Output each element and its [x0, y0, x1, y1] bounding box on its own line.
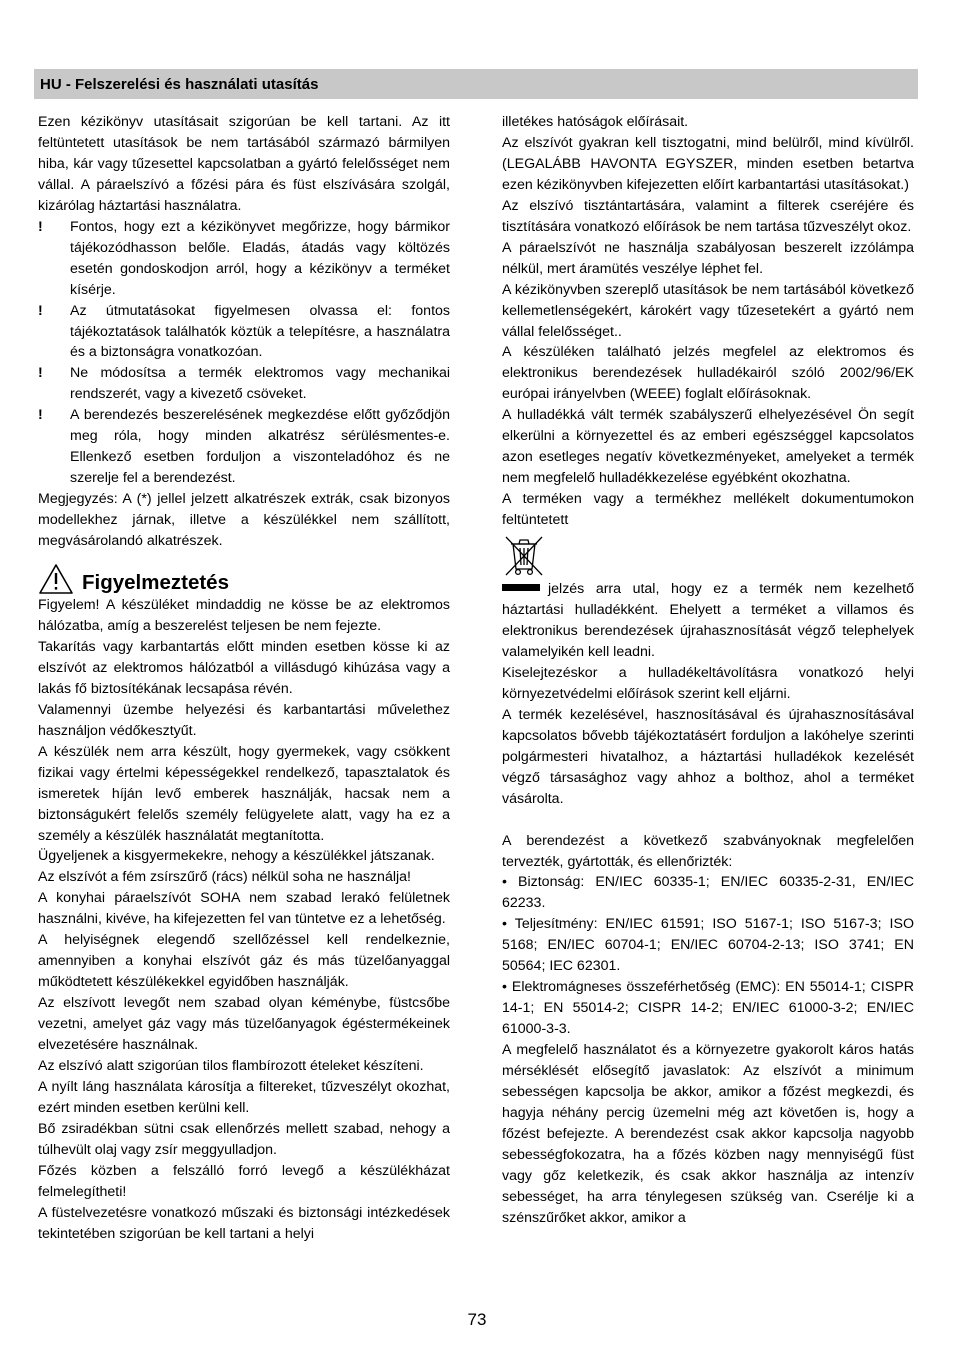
- warning-triangle-icon: [38, 563, 74, 595]
- paragraph: A berendezést a következő szabványoknak megfelelően tervezték, gyártották, és ellenőrizték:: [502, 832, 914, 870]
- warning-paragraph: Az elszívott levegőt nem szabad olyan kéménybe, füstcsőbe vezetni, amelyet gáz vagy más tüzelőanyagok égéstermékeinek elvezetésére használnak.: [38, 995, 450, 1054]
- bullet-text: Fontos, hogy ezt a kézikönyvet megőrizze, hogy bármikor tájékozódhasson belőle. Eladás, átadás vagy költözés esetén gondoskodjon arról, hogy a kézikönyv a terméket kísérje.: [70, 218, 450, 298]
- paragraph: illetékes hatóságok előírásait.: [502, 114, 689, 130]
- warning-paragraph: A készülék nem arra készült, hogy gyermekek, vagy csökkent fizikai vagy értelmi képességekkel rendelkező, tapasztalatok és ismeretek híján levő emberek használják, hacsak nem a biztonságukért felelős személy felügyelete alatt, vagy ha ez a személy a készülék használatát megtanította.: [38, 743, 450, 844]
- warning-paragraph: Az elszívó alatt szigorúan tilos flambírozott ételeket készíteni.: [38, 1057, 424, 1074]
- weee-text: jelzés arra utal, hogy ez a termék nem kezelhető háztartási hulladékként. Ehelyett a terméket a villamos és elektronikus berendezések újrahasznosítását végző telephelyek valamelyikén kell leadni.: [502, 581, 914, 660]
- paragraph: A páraelszívót ne használja szabályosan beszerelt izzólámpa nélkül, mert áramütés veszélye léphet fel.: [502, 239, 914, 277]
- intro-paragraph: Ezen kézikönyv utasításait szigorúan be kell tartani. Az itt feltüntetett utasítások be nem tartásából származó bármilyen hiba, kár vagy tűzesettel kapcsolatban a gyártó felelősséget nem vállal. A páraelszívó a főzési pára és füst elszívására szolgál, kizárólag háztartási használatra.: [38, 114, 450, 214]
- warning-paragraph: A nyílt láng használata károsítja a filtereket, tűzveszélyt okozhat, ezért minden esetben kerülni kell.: [38, 1078, 450, 1116]
- paragraph: Az elszívó tisztántartására, valamint a filterek cseréjére és tisztítására vonatkozó előírások be nem tartása tűzveszélyt okoz.: [502, 197, 914, 235]
- page-number: 73: [467, 1310, 487, 1329]
- warning-paragraph: A konyhai páraelszívót SOHA nem szabad lerakó felületnek használni, kivéve, ha kifejezetten fel van tüntetve ez a lehetőség.: [38, 890, 450, 928]
- weee-paragraph: [502, 579, 914, 663]
- warning-paragraph: Főzés közben a felszálló forró levegő a készülékházat felmelegítheti!: [38, 1162, 450, 1200]
- crossed-out-bin-icon: [502, 533, 546, 579]
- exclamation-mark: !: [38, 218, 43, 235]
- blank-line: [502, 810, 914, 831]
- paragraph: A készüléken található jelzés megfelel az elektromos és elektronikus berendezések hulladékairól szóló 2002/96/EK európai irányelvben (WEEE) foglalt előírásoknak.: [502, 344, 914, 403]
- warning-paragraph: Ügyeljenek a kisgyermekekre, nehogy a készülékkel játszanak.: [38, 848, 435, 865]
- bullet-text: Ne módosítsa a termék elektromos vagy mechanikai rendszerét, vagy a kivezető csöveket.: [70, 365, 450, 403]
- right-column: [502, 112, 914, 1229]
- note-paragraph: Megjegyzés: A (*) jellel jelzett alkatrészek extrák, csak bizonyos modellekhez járnak, illetve a készülékkel nem szállított, megvásárolandó alkatrészek.: [38, 491, 450, 550]
- exclamation-mark: !: [38, 407, 43, 424]
- bullet-item: [38, 363, 450, 405]
- paragraph: A hulladékká vált termék szabályszerű elhelyezésével Ön segít elkerülni a környezettel és az emberi egészséggel kapcsolatos azon esetleges negatív következményeket, amelyeket a termék nem megfelelő hulladékkezelése egyébként okozhatna.: [502, 407, 914, 487]
- bullet-item: [38, 217, 450, 301]
- paragraph: A megfelelő használatot és a környezetre gyakorolt káros hatás mérséklését elősegítő javaslatok: Az elszívót a minimum sebességen kapcsolja be akkor, amikor a főzést megkezdi, és hagyja néhány percig üzemelni még azt követően is, hogy a főzést befejezte. A berendezést csak akkor kapcsolja nagyobb sebességfokozatra, ha a főzés közben nagy mennyiségű füst vagy gőz keletkezik, és csak akkor használja az intenzív sebességet, ha arra ténylegesen szükség van. Cserélje ki a szénszűrőket akkor, amikor a: [502, 1042, 914, 1226]
- warning-paragraph: Figyelem! A készüléket mindaddig ne kösse be az elektromos hálózatba, amíg a beszerelést teljesen be nem fejezte.: [38, 597, 450, 634]
- paragraph: Az elszívót gyakran kell tisztogatni, mind belülről, mind kívülről. (LEGALÁBB HAVONTA EGYSZER, minden esetben betartva ezen kézikönyvben kifejezetten előírt karbantartási utasításokat.): [502, 134, 914, 193]
- standards-item: • Biztonság: EN/IEC 60335-1; EN/IEC 60335-2-31, EN/IEC 62233.: [502, 874, 914, 912]
- warning-paragraph: A helyiségnek elegendő szellőzéssel kell rendelkeznie, amennyiben a konyhai elszívót gáz és más tüzelőanyaggal működtetett készülékekkel egyidőben használják.: [38, 932, 450, 991]
- bullet-item: [38, 301, 450, 364]
- paragraph: A termék kezelésével, hasznosításával és újrahasznosításával kapcsolatos bővebb tájékoztatásért forduljon a lakóhelye szerinti polgármesteri hivatalhoz, a háztartási hulladékok kezelését végző társasághoz vagy ahhoz a bolthoz, ahol a terméket vásárolta.: [502, 706, 914, 807]
- section-title: HU - Felszerelési és használati utasítás: [40, 76, 319, 93]
- left-column: [38, 112, 450, 1245]
- bullet-text: Az útmutatásokat figyelmesen olvassa el: fontos tájékoztatások találhatók köztük a telepítésre, a használatra és a biztonságra vonatkozóan.: [70, 302, 450, 361]
- warning-paragraph: Takarítás vagy karbantartás előtt minden esetben kösse ki az elszívót az elektromos hálózatból a villásdugó kihúzása vagy a lakás fő biztosítékának lecsapása révén.: [38, 638, 450, 697]
- exclamation-mark: !: [38, 302, 43, 319]
- warning-paragraph: Bő zsiradékban sütni csak ellenőrzés mellett szabad, nehogy a túlhevült olaj vagy zsír meggyulladjon.: [38, 1120, 450, 1158]
- standards-item: • Elektromágneses összeférhetőség (EMC): EN 55014-1; CISPR 14-1; EN 55014-2; CISPR 14-2; EN/IEC 61000-3-2; EN/IEC 61000-3-3.: [502, 979, 914, 1038]
- bullet-text: A berendezés beszerelésének megkezdése előtt győződjön meg róla, hogy minden alkatrész sérülésmentes-e. Ellenkező esetben forduljon a viszonteladóhoz és ne szerelje fel a berendezést.: [70, 407, 450, 487]
- weee-symbol: [502, 533, 914, 579]
- warning-paragraph: Az elszívót a fém zsírszűrő (rács) nélkül soha ne használja!: [38, 869, 411, 886]
- standards-item: • Teljesítmény: EN/IEC 61591; ISO 5167-1; ISO 5167-3; ISO 5168; EN/IEC 60704-1; EN/IEC 60704-2-13; ISO 3741; EN 50564; IEC 62301.: [502, 916, 914, 975]
- warning-title: Figyelmeztetés: [82, 571, 229, 595]
- warning-heading: [38, 558, 450, 595]
- exclamation-mark: !: [38, 365, 43, 382]
- paragraph: A kézikönyvben szereplő utasítások be nem tartásából következő kellemetlenségekért, károkért vagy tűzesetekért a gyártó nem vállal felelősséget..: [502, 281, 914, 340]
- warning-paragraph: A füstelvezetésre vonatkozó műszaki és biztonsági intézkedések tekintetében szigorúan be kell tartani a helyi: [38, 1204, 450, 1242]
- paragraph: Kiselejtezéskor a hulladékeltávolításra vonatkozó helyi környezetvédelmi előírások szerint kell eljárni.: [502, 664, 914, 702]
- black-bar-symbol: [502, 584, 540, 591]
- warning-paragraph: Valamennyi üzembe helyezési és karbantartási művelethez használjon védőkesztyűt.: [38, 701, 450, 739]
- bullet-item: [38, 405, 450, 489]
- paragraph: A terméken vagy a termékhez mellékelt dokumentumokon feltüntetett: [502, 491, 914, 529]
- section-header: [34, 69, 918, 99]
